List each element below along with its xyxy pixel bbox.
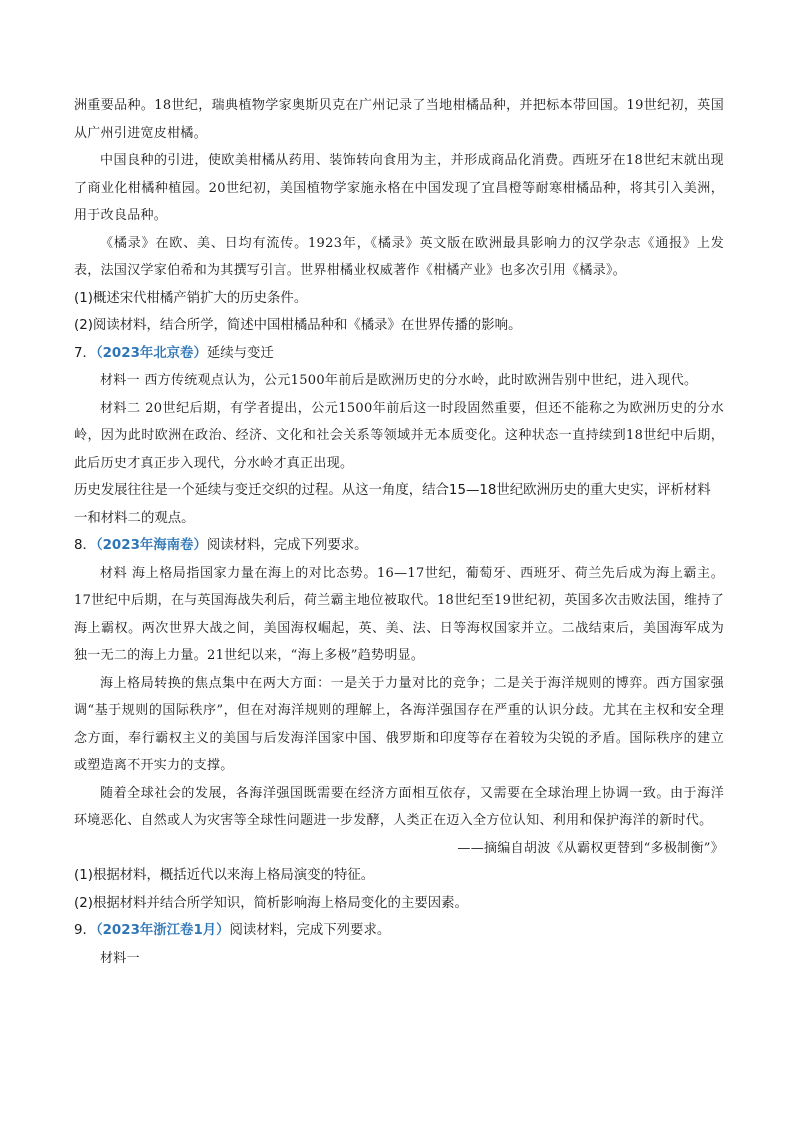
q8-citation: ——摘编自胡波《从霸权更替到“多极制衡”》 — [457, 840, 724, 856]
q9-source: （2023年浙江卷1月） — [95, 923, 230, 938]
q6-paragraph-3: 《橘录》在欧、美、日均有流传。1923年，《橘录》英文版在欧洲最具影响力的汉学杂志《通报》上发表，法国汉学家伯希和为其撰写引言。世界柑橘业权威著作《柑橘产业》也多次引用《橘录》。 — [74, 235, 724, 278]
q8-number: 8． — [74, 538, 96, 553]
q6-paragraph-2: 中国良种的引进，使欧美柑橘从药用、装饰转向食用为主，并形成商品化消费。西班牙在18世纪末就出现了商业化柑橘种植园。20世纪初，美国植物学家施永格在中国发现了宜昌橙等耐寒柑橘品种，将其引入美洲，用于改良品种。 — [74, 153, 724, 223]
q7-source: （2023年北京卷） — [95, 345, 207, 361]
q8-paragraph-2: 海上格局转换的焦点集中在两大方面：一是关于力量对比的竞争；二是关于海洋规则的博弈。西方国家强调“基于规则的国际秩序”，但在对海洋规则的理解上，各海洋强国存在严重的认识分歧。尤其在主权和安全理念方面，奉行霸权主义的美国与后发海洋国家中国、俄罗斯和印度等存在着较为尖锐的矛盾。国际秩序的建立或塑造离不开实力的支撑。 — [74, 675, 724, 773]
q7-title: 延续与变迁 — [206, 345, 274, 361]
document-page — [74, 92, 724, 972]
q7-material-2: 材料二 20世纪后期，有学者提出，公元1500年前后这一时段固然重要，但还不能称之为欧洲历史的分水岭，因为此时欧洲在政治、经济、文化和社会关系等领域并无本质变化。这种状态一直持续到18世纪中后期，此后历史才真正步入现代，分水岭才真正出现。 — [74, 400, 724, 471]
q6-paragraph-1: 洲重要品种。18世纪，瑞典植物学家奥斯贝克在广州记录了当地柑橘品种，并把标本带回国。19世纪初，英国从广州引进宽皮柑橘。 — [74, 98, 724, 141]
q8-paragraph-1: 材料 海上格局指国家力量在海上的对比态势。16—17世纪，葡萄牙、西班牙、荷兰先后成为海上霸主。17世纪中后期，在与英国海战失利后，荷兰霸主地位被取代。18世纪至19世纪初，英国多次击败法国，维持了海上霸权。两次世界大战之间，美国海权崛起，英、美、法、日等海权国家并立。二战结束后，美国海军成为独一无二的海上力量。21世纪以来，“海上多极”趋势明显。 — [74, 565, 724, 663]
q9-number: 9． — [74, 923, 96, 938]
q8-title: 阅读材料，完成下列要求。 — [206, 538, 368, 553]
q7-material-1: 材料一 西方传统观点认为，公元1500年前后是欧洲历史的分水岭，此时欧洲告别中世纪，进入现代。 — [100, 373, 698, 388]
q7-number: 7． — [74, 345, 96, 361]
q6-question-2: (2)阅读材料，结合所学，简述中国柑橘品种和《橘录》在世界传播的影响。 — [74, 318, 522, 333]
q8-source: （2023年海南卷） — [95, 538, 207, 553]
q9-material-1: 材料一 — [100, 950, 140, 966]
q8-question-1: (1)根据材料，概括近代以来海上格局演变的特征。 — [74, 868, 375, 883]
q9-title: 阅读材料，完成下列要求。 — [229, 923, 391, 938]
q8-paragraph-3: 随着全球社会的发展，各海洋强国既需要在经济方面相互依存，又需要在全球治理上协调一致。由于海洋环境恶化、自然或人为灾害等全球性问题进一步发酵，人类正在迈入全方位认知、利用和保护海洋的新时代。 — [74, 785, 724, 828]
q7-question: 历史发展往往是一个延续与变迁交织的过程。从这一角度，结合15—18世纪欧洲历史的重大史实，评析材料一和材料二的观点。 — [74, 483, 711, 526]
q7-heading — [74, 340, 724, 368]
q8-heading — [74, 532, 724, 560]
q6-question-1: (1)概述宋代柑橘产销扩大的历史条件。 — [74, 290, 308, 306]
q9-heading — [74, 917, 724, 945]
q8-question-2: (2)根据材料并结合所学知识，简析影响海上格局变化的主要因素。 — [74, 895, 468, 911]
